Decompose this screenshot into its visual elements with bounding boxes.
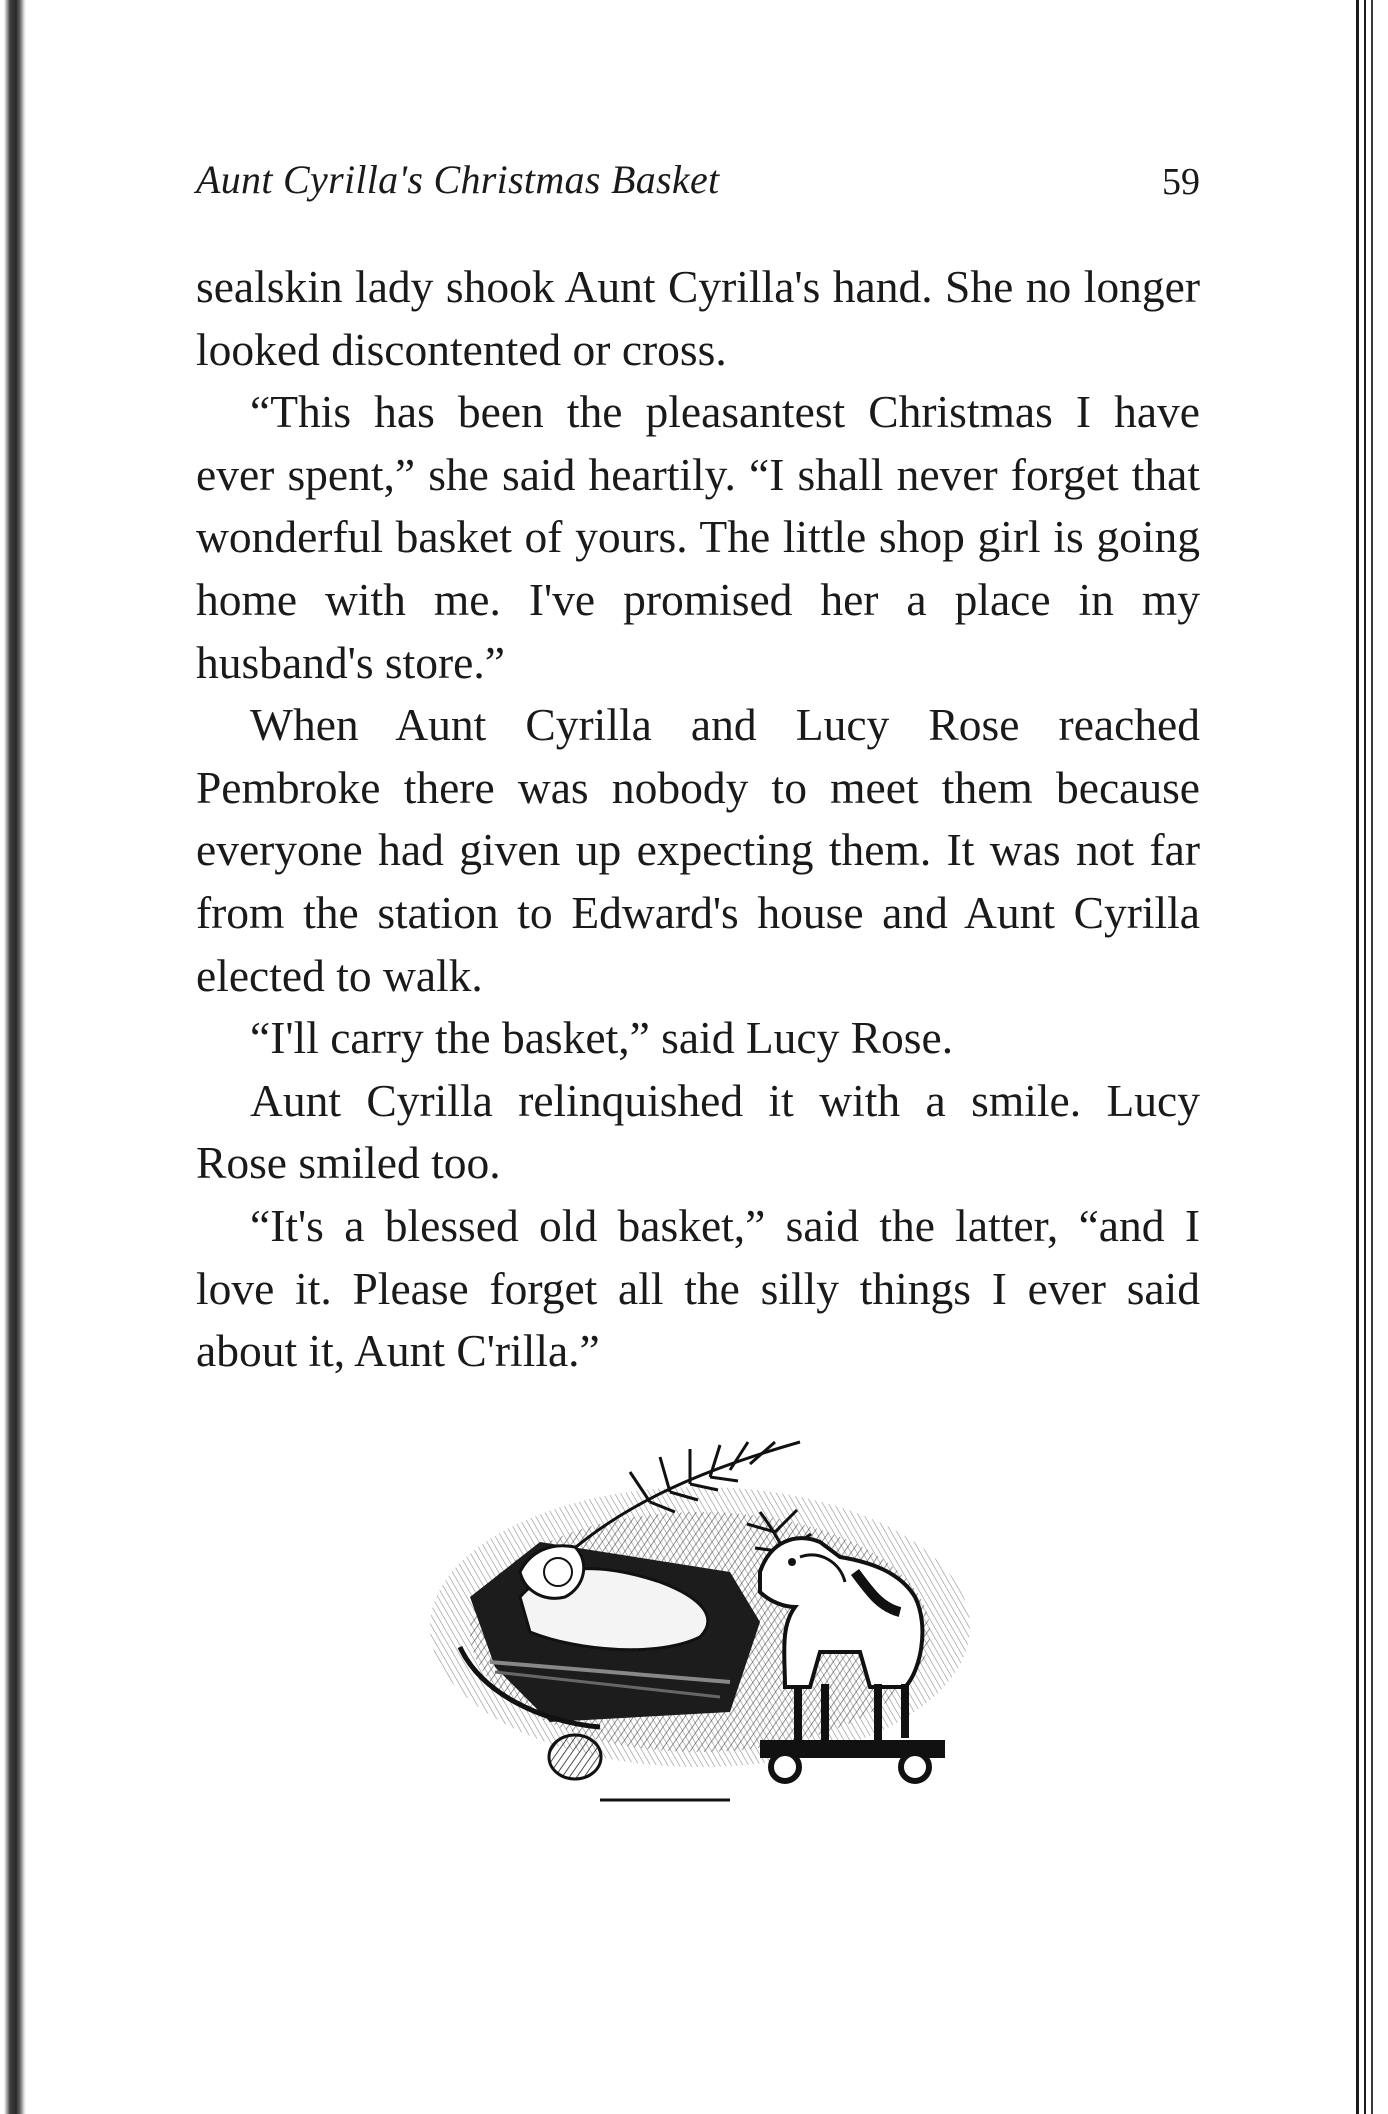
paragraph: When Aunt Cyrilla and Lucy Rose reached Pembroke there was nobody to meet them because everyone had given up expecting them. It was not far from the station to Edward's house and Aunt Cyrilla elected to walk. xyxy=(196,699,1200,1001)
page-number: 59 xyxy=(1162,161,1200,203)
paragraph: “This has been the pleasantest Christmas I have ever spent,” she said heartily. “I shall never forget that wonderful basket of yours. The little shop girl is going home with me. I've promised her a place in my husband's store.” xyxy=(196,386,1200,688)
paragraph: “It's a blessed old basket,” said the latter, “and I love it. Please forget all the silly things I ever said about it, Aunt C'rilla.” xyxy=(196,1199,1200,1377)
body-text xyxy=(196,256,1200,1383)
page-edge-line xyxy=(1371,0,1373,2114)
book-gutter-shadow xyxy=(0,0,26,2114)
paragraph: Aunt Cyrilla relinquished it with a smile. Lucy Rose smiled too. xyxy=(196,1074,1200,1189)
page-edge-line xyxy=(1364,0,1366,2114)
cradle-and-toy-horse-engraving-icon xyxy=(400,1422,980,1814)
paragraph: “I'll carry the basket,” said Lucy Rose. xyxy=(250,1012,954,1064)
running-title: Aunt Cyrilla's Christmas Basket xyxy=(196,157,720,202)
page-edge-line xyxy=(1356,0,1359,2114)
running-head xyxy=(196,156,1200,212)
paragraph: sealskin lady shook Aunt Cyrilla's hand. She no longer looked discontented or cross. xyxy=(196,261,1200,375)
